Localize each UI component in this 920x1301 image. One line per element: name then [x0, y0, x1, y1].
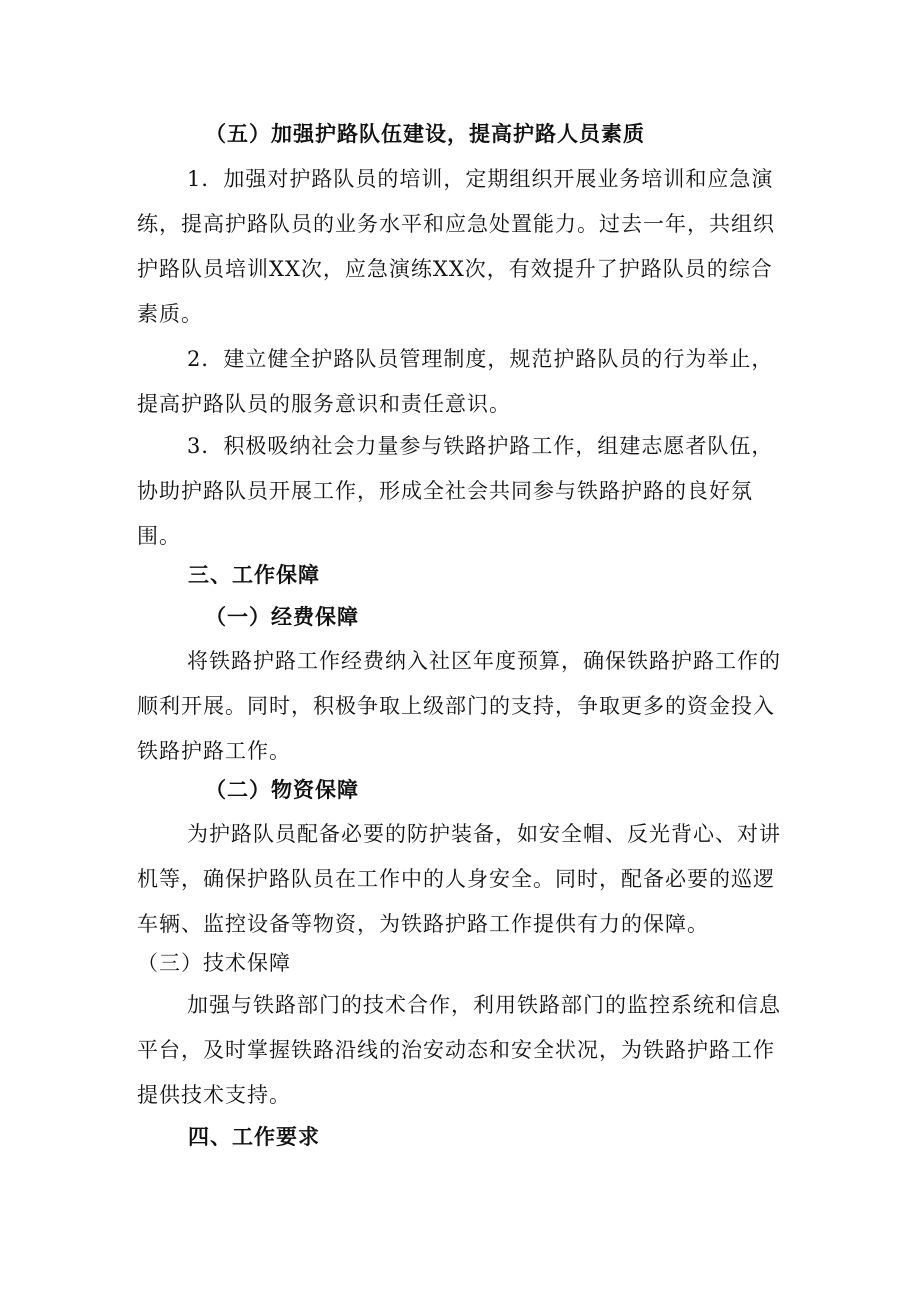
- paragraph-technology: 加强与铁路部门的技术合作，利用铁路部门的监控系统和信息平台，及时掌握铁路沿线的治安动态和安全状况，为铁路护路工作提供技术支持。: [137, 993, 781, 1107]
- paragraph-item-1: 1．加强对护路队员的培训，定期组织开展业务培训和应急演练，提高护路队员的业务水平和应急处置能力。过去一年，共组织护路队员培训XX次，应急演练XX次，有效提升了护路队员的综合素质。: [137, 167, 775, 326]
- subsection-1-heading: （一）经费保障: [205, 605, 359, 629]
- section-4-heading: 四、工作要求: [188, 1125, 320, 1149]
- section-5-heading: （五）加强护路队伍建设，提高护路人员素质: [205, 122, 645, 146]
- subsection-2-heading: （二）物资保障: [205, 778, 359, 802]
- subsection-3-heading: （三）技术保障: [137, 951, 291, 975]
- paragraph-materials: 为护路队员配备必要的防护装备，如安全帽、反光背心、对讲机等，确保护路队员在工作中的人身安全。同时，配备必要的巡逻车辆、监控设备等物资，为铁路护路工作提供有力的保障。: [137, 822, 781, 936]
- section-3-heading: 三、工作保障: [188, 563, 320, 587]
- paragraph-item-3: 3．积极吸纳社会力量参与铁路护路工作，组建志愿者队伍，协助护路队员开展工作，形成全社会共同参与铁路护路的良好氛围。: [137, 434, 774, 548]
- paragraph-funding: 将铁路护路工作经费纳入社区年度预算，确保铁路护路工作的顺利开展。同时，积极争取上级部门的支持，争取更多的资金投入铁路护路工作。: [137, 649, 781, 763]
- paragraph-item-2: 2．建立健全护路队员管理制度，规范护路队员的行为举止，提高护路队员的服务意识和责任意识。: [137, 347, 774, 416]
